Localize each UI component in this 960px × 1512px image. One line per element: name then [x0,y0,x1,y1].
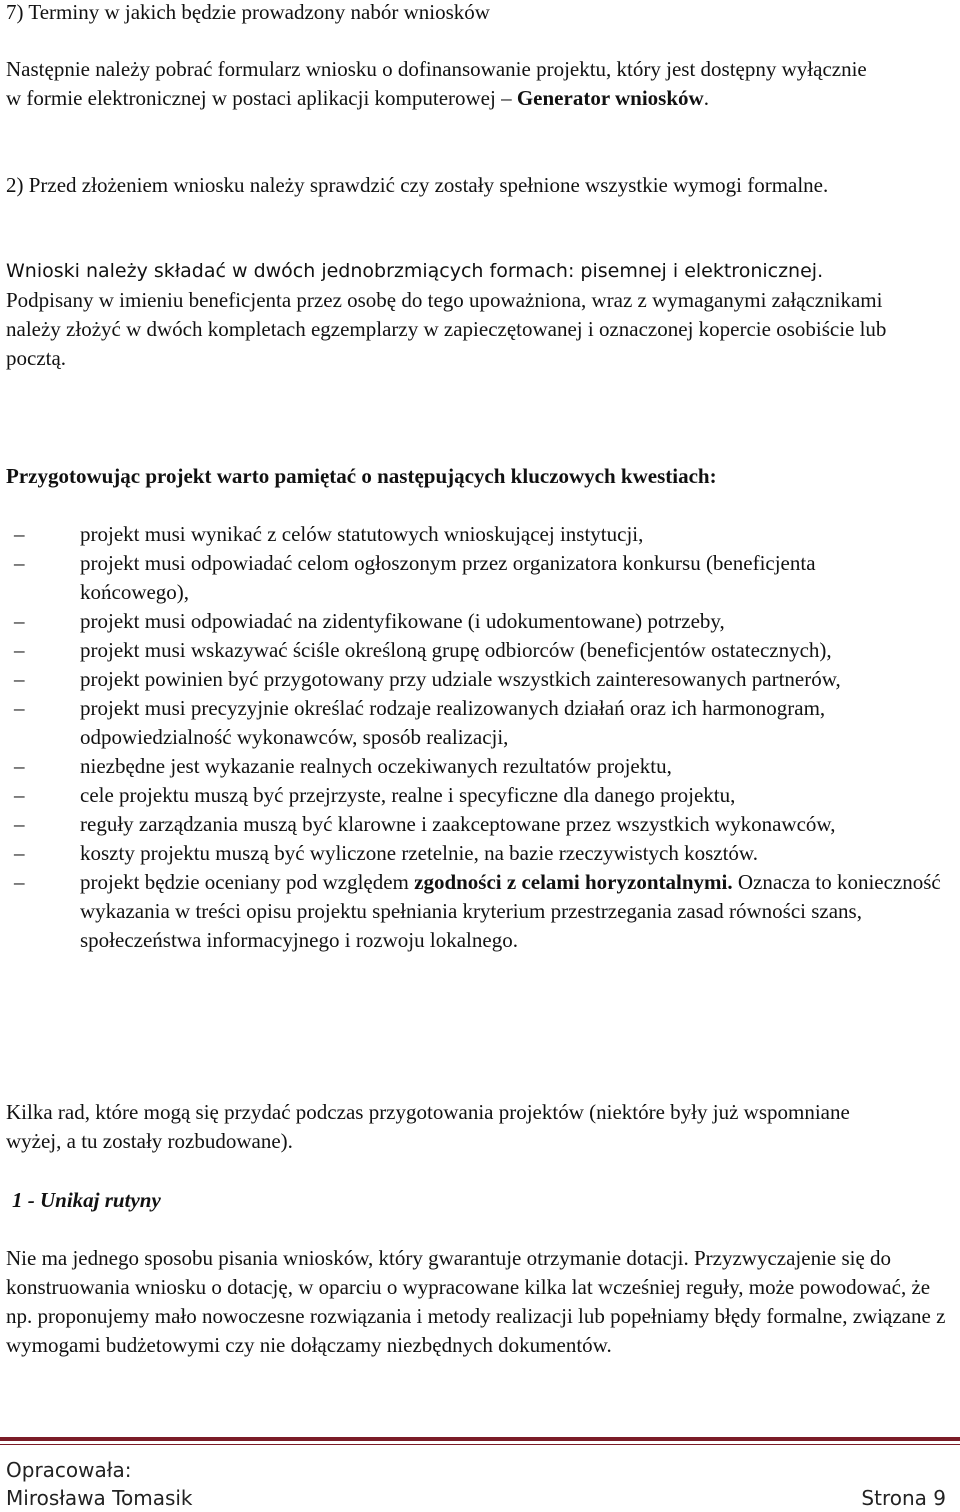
list-item-text: projekt musi odpowiadać celom ogłoszonym przez organizatora konkursu (beneficjenta końcowego), [80,551,816,604]
footer-divider [0,1437,960,1441]
list-item-text: projekt musi odpowiadać na zidentyfikowane (i udokumentowane) potrzeby, [80,609,725,633]
footer-divider-thin [0,1444,960,1445]
bullet-dash: – [14,696,25,720]
list-item-text: projekt powinien być przygotowany przy udziale wszystkich zainteresowanych partnerów, [80,667,841,691]
bullet-dash: – [14,522,25,546]
paragraph-forms: Wnioski należy składać w dwóch jednobrzmiących formach: pisemnej i elektronicznej. [6,260,824,282]
list-item [0,549,870,607]
footer-prepared-by: Opracowała: [6,1458,132,1482]
page-number: Strona 9 [861,1486,946,1510]
bullet-dash: – [14,841,25,865]
bullet-dash: – [14,638,25,662]
list-item [0,868,960,955]
bullet-dash: – [14,870,25,894]
list-item [0,636,870,665]
key-issues-heading: Przygotowując projekt warto pamiętać o następujących kluczowych kwestiach: [6,464,717,488]
section-heading-7: 7) Terminy w jakich będzie prowadzony nabór wniosków [6,0,490,24]
list-item [0,694,870,752]
paragraph-submission: Podpisany w imieniu beneficjenta przez osobę do tego upoważniona, wraz z wymaganymi załącznikami należy złożyć w dwóch kompletach egzemplarzy w zapieczętowanej i oznaczonej kopercie osobiście lub pocztą. [6,288,887,370]
footer-author: Mirosława Tomasik [6,1486,193,1510]
list-item-text: projekt musi wskazywać ściśle określoną grupę odbiorców (beneficjentów ostatecznych), [80,638,832,662]
list-item [0,520,870,549]
list-item [0,607,870,636]
paragraph-generator-text: Następnie należy pobrać formularz wniosku o dofinansowanie projektu, który jest dostępny wyłącznie w formie elektronicznej w postaci aplikacji komputerowej [6,57,867,110]
tip-1-text: Nie ma jednego sposobu pisania wniosków, który gwarantuje otrzymanie dotacji. Przyzwyczajenie się do konstruowania wniosku o dotację, w oparciu o wypracowane kilka lat wcześniej reguły, może powodować, że np. proponujemy mało nowoczesne rozwiązania i metody realizacji lub popełniamy błędy formalne, związane z wymogami budżetowymi czy nie dołączamy niezbędnych dokumentów. [6,1246,946,1357]
list-item-text: reguły zarządzania muszą być klarowne i zaakceptowane przez wszystkich wykonawców, [80,812,836,836]
list-item [0,810,870,839]
bullet-dash: – [14,551,25,575]
paragraph-generator [6,55,886,113]
list-item-text: Oznacza to konieczność wykazania w treści opisu projektu spełniania kryterium przestrzegania zasad równości szans, społeczeństwa informacyjnego i rozwoju lokalnego. [80,870,941,952]
generator-name: Generator wniosków [516,86,704,110]
list-item-text: projekt będzie oceniany pod względem [80,870,415,894]
period: . [703,86,709,110]
bullet-dash: – [14,609,25,633]
list-item-text: niezbędne jest wykazanie realnych oczekiwanych rezultatów projektu, [80,754,672,778]
footer-row [6,1484,946,1512]
key-issues-list [0,520,960,955]
dash: – [501,86,517,110]
list-item [0,839,940,868]
horizontal-goals: zgodności z celami horyzontalnymi. [414,870,733,894]
list-item [0,781,940,810]
list-item [0,665,890,694]
bullet-dash: – [14,754,25,778]
list-item-text: projekt musi precyzyjnie określać rodzaje realizowanych działań oraz ich harmonogram, odpowiedzialność wykonawców, sposób realizacji, [80,696,826,749]
list-item-text: koszty projektu muszą być wyliczone rzetelnie, na bazie rzeczywistych kosztów. [80,841,758,865]
bullet-dash: – [14,812,25,836]
paragraph-formal-requirements: 2) Przed złożeniem wniosku należy sprawdzić czy zostały spełnione wszystkie wymogi formalne. [6,173,829,197]
list-item-text: projekt musi wynikać z celów statutowych wnioskującej instytucji, [80,522,644,546]
tips-intro: Kilka rad, które mogą się przydać podczas przygotowania projektów (niektóre były już wspomniane wyżej, a tu zostały rozbudowane). [6,1100,850,1153]
list-item [0,752,940,781]
list-item-text: cele projektu muszą być przejrzyste, realne i specyficzne dla danego projektu, [80,783,736,807]
bullet-dash: – [14,783,25,807]
tip-1-title: 1 - Unikaj rutyny [12,1188,161,1212]
bullet-dash: – [14,667,25,691]
